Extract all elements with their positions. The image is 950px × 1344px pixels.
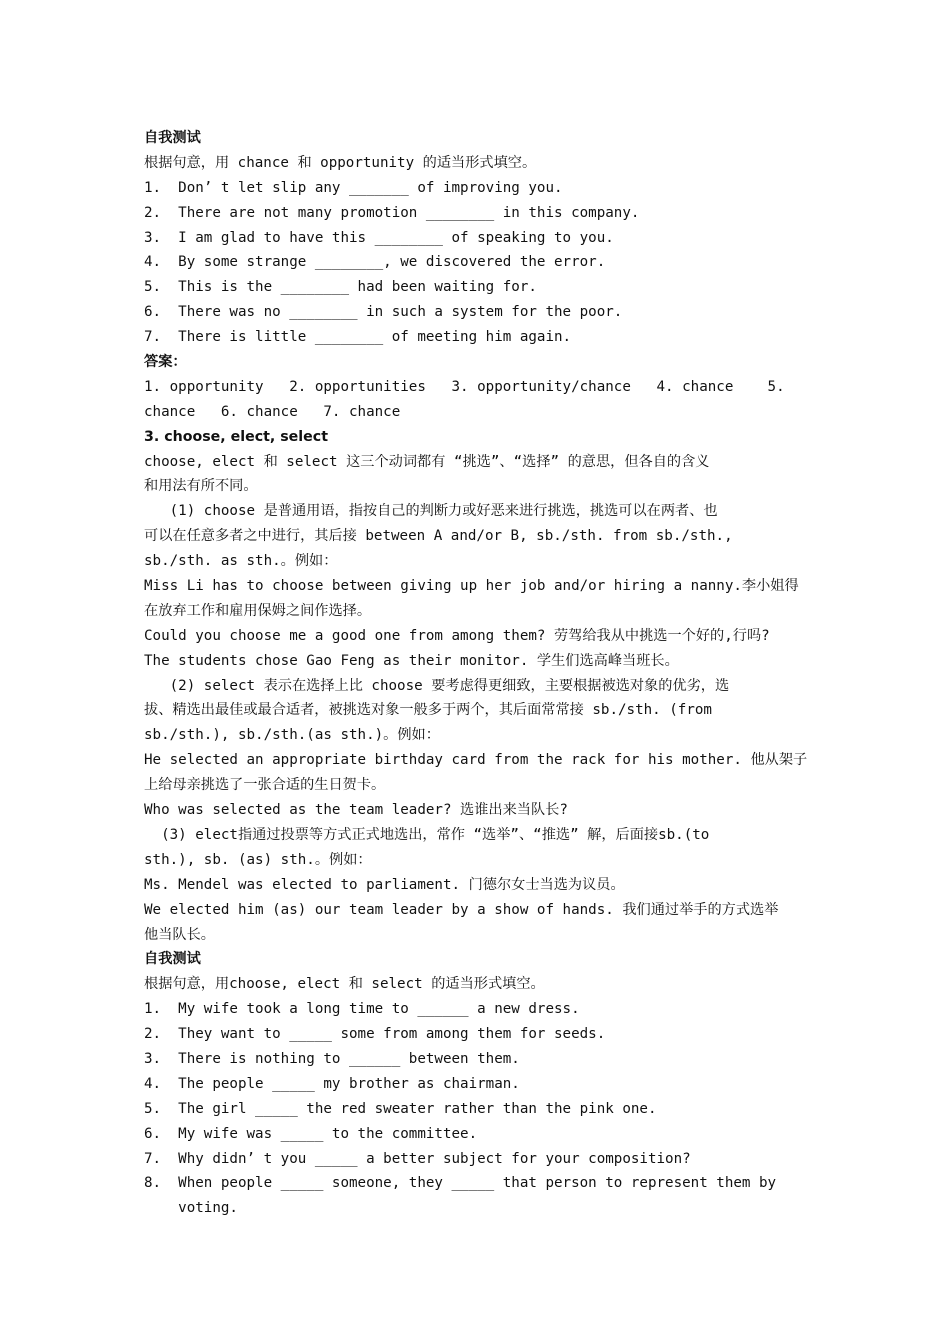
answer-line: chance 6. chance 7. chance — [144, 403, 401, 420]
example-line: Miss Li has to choose between giving up her job and/or hiring a nanny.李小姐得 — [144, 578, 799, 595]
exercise-item: 6. My wife was _____ to the committee. — [144, 1125, 478, 1142]
self-test-heading: 自我测试 — [144, 951, 201, 968]
paragraph-line: 和用法有所不同。 — [144, 478, 258, 495]
answer-line: 1. opportunity 2. opportunities 3. opportunity/chance 4. chance 5. — [144, 378, 785, 395]
section-heading: 3. choose, elect, select — [144, 428, 328, 445]
exercise-item: 5. This is the ________ had been waiting for. — [144, 279, 537, 296]
paragraph-line: sb./sth.), sb./sth.(as sth.)。例如： — [144, 727, 440, 744]
paragraph-line: (3) elect指通过投票等方式正式地选出，常作 “选举”、“推选” 解，后面接sb.(to — [144, 826, 710, 843]
example-line: 在放弃工作和雇用保姆之间作选择。 — [144, 602, 372, 619]
exercise-item: 4. The people _____ my brother as chairman. — [144, 1075, 520, 1092]
paragraph-line: sth.), sb. (as) sth.。例如： — [144, 851, 372, 868]
example-line: 上给母亲挑选了一张合适的生日贺卡。 — [144, 777, 386, 794]
document-page — [144, 126, 812, 1221]
answer-heading: 答案： — [144, 354, 187, 371]
exercise-item: 2. There are not many promotion ________ in this company. — [144, 204, 640, 221]
example-line: Ms. Mendel was elected to parliament. 门德尔女士当选为议员。 — [144, 876, 625, 893]
exercise-item: 1. My wife took a long time to ______ a new dress. — [144, 1001, 580, 1018]
exercise-item: 7. There is little ________ of meeting him again. — [144, 329, 572, 346]
self-test-heading: 自我测试 — [144, 130, 201, 146]
exercise-item: 3. There is nothing to ______ between them. — [144, 1050, 520, 1067]
exercise-item: 8. When people _____ someone, they _____ that person to represent them by — [144, 1175, 777, 1192]
example-line: The students chose Gao Feng as their monitor. 学生们选高峰当班长。 — [144, 652, 679, 669]
exercise-item: 5. The girl _____ the red sweater rather than the pink one. — [144, 1100, 657, 1117]
paragraph-line: 可以在任意多者之中进行，其后接 between A and/or B, sb./sth. from sb./sth., — [144, 528, 733, 545]
exercise-item: 4. By some strange ________, we discovered the error. — [144, 254, 606, 271]
paragraph-line: sb./sth. as sth.。例如： — [144, 553, 338, 570]
instruction: 根据句意，用 chance 和 opportunity 的适当形式填空。 — [144, 154, 537, 171]
example-line: He selected an appropriate birthday card from the rack for his mother. 他从架子 — [144, 752, 808, 769]
exercise-item-continuation: voting. — [144, 1200, 238, 1217]
paragraph-line: choose, elect 和 select 这三个动词都有 “挑选”、“选择” 的意思，但各自的含义 — [144, 453, 710, 470]
exercise-item: 7. Why didn’ t you _____ a better subject for your composition? — [144, 1150, 691, 1167]
exercise-item: 6. There was no ________ in such a system for the poor. — [144, 304, 623, 321]
example-line: Could you choose me a good one from among them? 劳驾给我从中挑选一个好的,行吗? — [144, 627, 770, 644]
paragraph-line: (1) choose 是普通用语，指按自己的判断力或好恶来进行挑选，挑选可以在两者、也 — [144, 503, 718, 520]
exercise-item: 2. They want to _____ some from among them for seeds. — [144, 1026, 606, 1043]
example-line: Who was selected as the team leader? 选谁出来当队长? — [144, 802, 568, 819]
exercise-item: 1. Don’ t let slip any _______ of improving you. — [144, 179, 563, 196]
paragraph-line: (2) select 表示在选择上比 choose 要考虑得更细致，主要根据被选对象的优劣，选 — [144, 677, 730, 694]
example-line: We elected him (as) our team leader by a show of hands. 我们通过举手的方式选举 — [144, 901, 779, 918]
paragraph-line: 拔、精选出最佳或最合适者，被挑选对象一般多于两个，其后面常常接 sb./sth. (from — [144, 702, 712, 719]
exercise-item: 3. I am glad to have this ________ of speaking to you. — [144, 229, 614, 246]
instruction: 根据句意，用choose, elect 和 select 的适当形式填空。 — [144, 976, 545, 993]
example-line: 他当队长。 — [144, 926, 215, 943]
